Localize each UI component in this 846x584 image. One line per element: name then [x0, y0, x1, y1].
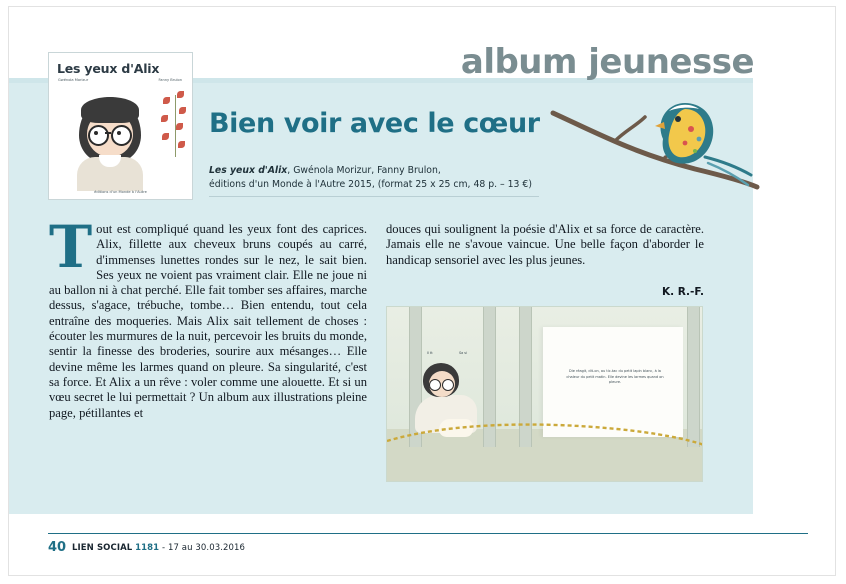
body-text-right: douces qui soulignent la poésie d'Alix et sa force de caractère. Jamais elle ne s'avoue vaincue. Une belle façon d'aborder le handicap sensoriel avec les plus jeunes. [386, 222, 704, 267]
illustration-page-text: Die réagit, dit-on, au tic-tac du petit lapin blanc, à la chaleur du petit matin. Elle devine les larmes quand on pleure. [566, 369, 664, 385]
drop-cap: T [49, 213, 93, 281]
magazine-name: LIEN SOCIAL [72, 543, 133, 553]
credits-publisher-line: éditions d'un Monde à l'Autre 2015, (format 25 x 25 cm, 48 p. – 13 €) [209, 179, 532, 190]
cover-title: Les yeux d'Alix [57, 61, 160, 76]
page-number: 40 [48, 540, 67, 555]
section-title: album jeunesse [460, 42, 754, 82]
issue-date: - 17 au 30.03.2016 [162, 543, 246, 553]
cover-author-right: Fanny Brulon [158, 78, 182, 82]
credits-book-title: Les yeux d'Alix [209, 165, 288, 176]
page-border [8, 6, 836, 576]
illustration-caption-left: Il tt [427, 351, 433, 355]
illustration-caption-right: Sa si [459, 351, 468, 355]
credits-authors: , Gwénola Morizur, Fanny Brulon, [287, 165, 441, 176]
body-text-left: out est compliqué quand les yeux font des caprices. Alix, fillette aux cheveux bruns coupés au carré, d'immenses lunettes rondes sur le nez, le sait bien. Ses yeux ne voient pas vraiment clair. Elle ne joue ni au ballon ni à chat perché. Elle fait tomber ses affaires, marche dessus, s'agace, trébuche, tombe… Bien entendu, tout cela entraîne des moqueries. Mais Alix sait tellement de choses : écouter les murmures de la nuit, percevoir les bruits du monde, sentir la finesse des broderies, sourire aux mésanges… Elle devine même les larmes quand on pleure. Sa singularité, c'est sa force. Et Alix a un rêve : voler comme une alouette. Et si un vœu secret le lui permettait ? Un album aux illustrations pleine page, pétillantes et [49, 222, 367, 420]
author-signature: K. R.-F. [661, 286, 704, 298]
cover-publisher: éditions d'un Monde à l'Autre [94, 190, 147, 194]
issue-number: 1181 [135, 543, 160, 553]
article-headline: Bien voir avec le cœur [209, 108, 540, 139]
cover-author-left: Gwénola Morizur [58, 78, 89, 82]
